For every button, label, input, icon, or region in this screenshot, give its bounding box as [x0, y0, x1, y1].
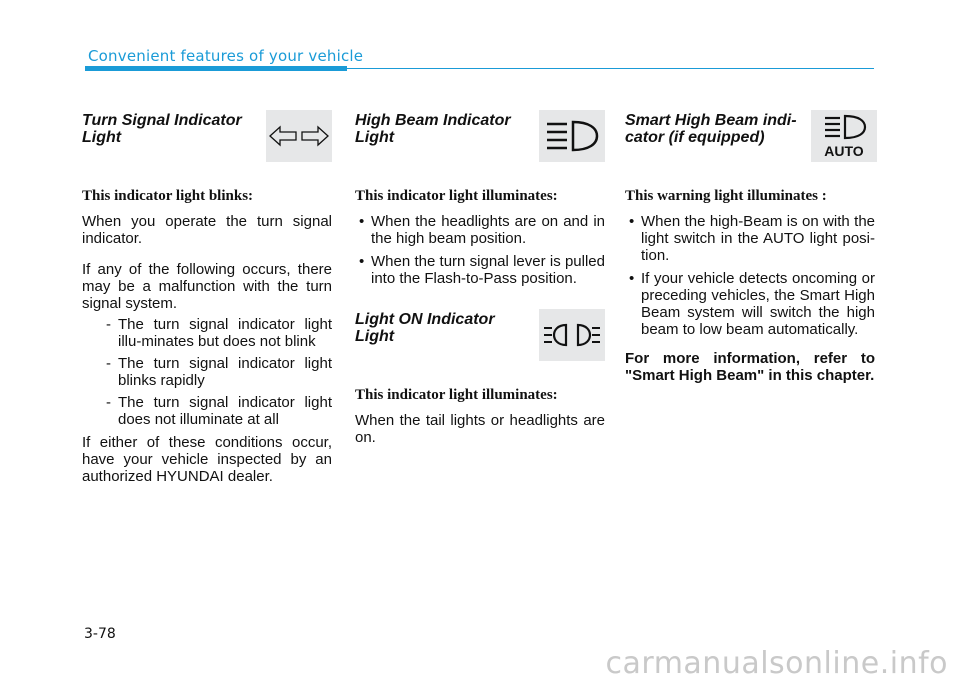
list-item: • When the turn signal lever is pulled into the Flash-to-Pass position.	[355, 253, 605, 287]
light-on-lead: This indicator light illuminates:	[355, 387, 558, 403]
smart-high-beam-auto-icon	[811, 110, 877, 162]
smart-high-beam-note: For more information, refer to "Smart High Beam" in this chapter.	[625, 350, 875, 384]
list-item: - The turn signal indicator light blinks rapidly	[82, 355, 332, 389]
light-on-icon	[539, 309, 605, 361]
list-item: • If your vehicle detects oncoming or preceding vehicles, the Smart High Beam system will switch the high beam to low beam automatically.	[625, 270, 875, 338]
smart-high-beam-title: Smart High Beam indi-cator (if equipped)	[625, 112, 797, 146]
high-beam-lead: This indicator light illuminates:	[355, 188, 558, 204]
light-on-paragraph: When the tail lights or headlights are on.	[355, 412, 605, 446]
smart-high-beam-list	[625, 213, 875, 338]
turn-signal-paragraph-3: If either of these conditions occur, have your vehicle inspected by an authorized HYUNDAI dealer.	[82, 434, 332, 485]
page-number: 3-78	[84, 626, 116, 642]
column-high-beam	[355, 110, 605, 460]
smart-high-beam-lead: This warning light illuminates :	[625, 188, 827, 204]
turn-signal-paragraph-1: When you operate the turn signal indicator.	[82, 213, 332, 247]
header-rule	[347, 68, 874, 69]
turn-signal-lead: This indicator light blinks:	[82, 188, 254, 204]
high-beam-title: High Beam Indicator Light	[355, 112, 511, 146]
watermark: carmanualsonline.info	[605, 646, 948, 681]
malfunction-list	[82, 316, 332, 428]
list-item: • When the headlights are on and in the high beam position.	[355, 213, 605, 247]
column-turn-signal	[82, 110, 332, 499]
turn-signal-paragraph-2: If any of the following occurs, there may be a malfunction with the turn signal system.	[82, 261, 332, 312]
section-header-title: Convenient features of your vehicle	[88, 47, 364, 65]
list-item: - The turn signal indicator light does not illuminate at all	[82, 394, 332, 428]
list-item: • When the high-Beam is on with the light switch in the AUTO light posi-tion.	[625, 213, 875, 264]
column-smart-high-beam	[625, 110, 875, 384]
light-on-title: Light ON Indicator Light	[355, 311, 495, 345]
turn-signal-arrows-icon	[266, 110, 332, 162]
turn-signal-title: Turn Signal Indicator Light	[82, 112, 242, 146]
high-beam-list	[355, 213, 605, 287]
auto-label: AUTO	[824, 143, 864, 159]
high-beam-icon	[539, 110, 605, 162]
header-rule-accent	[85, 66, 347, 71]
list-item: - The turn signal indicator light illu-minates but does not blink	[82, 316, 332, 350]
